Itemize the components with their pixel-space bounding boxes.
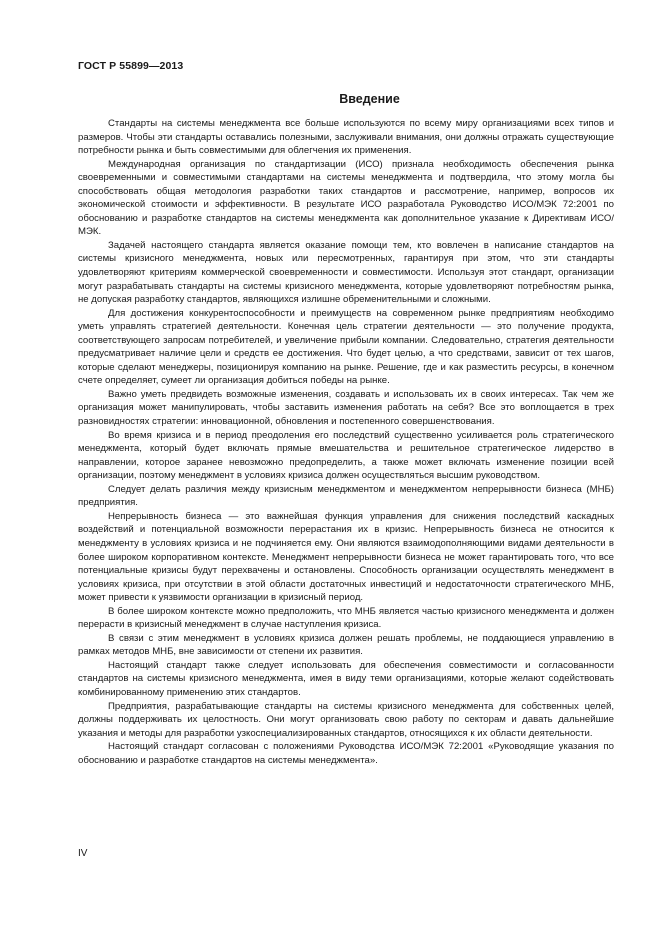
paragraph: Непрерывность бизнеса — это важнейшая функция управления для снижения последствий каскадных воздействий и потенциальной возможности перерастания их в кризис. Непрерывность бизнеса не относится к менеджменту в условиях кризиса и не подчиняется ему. Они являются взаимодополняющими видами деятельности в более широком корпоративном контексте. Менеджмент непрерывности бизнеса не может гарантировать того, что все потенциальные кризисы будут перехвачены и остановлены. Способность организации осуществлять менеджмент в условиях кризиса, при отсутствии в этой области достаточных инвестиций и недостаточности стратегического МНБ, может привести к уязвимости организации в кризисный период. <box>78 510 614 604</box>
paragraph: Во время кризиса и в период преодоления его последствий существенно усиливается роль стратегического менеджмента, который будет включать прямые вмешательства и решительное стратегическое лидерство в направлении, которое заранее невозможно предопределить, а также может включать изменение позиции всей организации, поэтому менеджмент в условиях кризиса должен осуществляться высшим руководством. <box>78 429 614 482</box>
introduction-body <box>78 117 614 767</box>
paragraph: В связи с этим менеджмент в условиях кризиса должен решать проблемы, не поддающиеся управлению в рамках методов МНБ, вне зависимости от степени их развития. <box>78 632 614 658</box>
paragraph: В более широком контексте можно предположить, что МНБ является частью кризисного менеджмента и должен перерасти в кризисный менеджмент в случае наступления кризиса. <box>78 605 614 631</box>
paragraph: Международная организация по стандартизации (ИСО) признала необходимость обеспечения рынка своевременными и совместимыми стандартами на системы менеджмента и подтвердила, что этому могла бы способствовать общая методология разработки таких стандартов и рассмотрение, например, вопросов их экономической стоимости и эффективности. В результате ИСО разработала Руководство ИСО/МЭК 72:2001 по обоснованию и разработке стандартов на системы менеджмента как дополнительное указание к Директивам ИСО/МЭК. <box>78 158 614 238</box>
paragraph: Настоящий стандарт также следует использовать для обеспечения совместимости и согласованности стандартов на системы кризисного менеджмента, имея в виду теми организациями, которые желают содействовать комбинированному применению этих стандартов. <box>78 659 614 698</box>
section-title: Введение <box>339 92 400 106</box>
paragraph: Настоящий стандарт согласован с положениями Руководства ИСО/МЭК 72:2001 «Руководящие указания по обоснованию и разработке стандартов на системы менеджмента». <box>78 741 614 766</box>
paragraph: Важно уметь предвидеть возможные изменения, создавать и использовать их в своих интересах. Так чем же организация может манипулировать, чтобы заставить изменения работать на себя? Все это воплощается в трех разновидностях стратегии: инновационной, обновления и постепенного совершенствования. <box>78 388 614 428</box>
standard-code-header: ГОСТ Р 55899—2013 <box>78 60 184 72</box>
paragraph: Для достижения конкурентоспособности и преимуществ на современном рынке предприятиям необходимо уметь управлять стратегией деятельности. Конечная цель стратегии деятельности — это получение продукта, соответствующего запросам потребителей, и увеличение прибыли компании. Следовательно, стратегия деятельности предусматривает наличие цели и средств ее достижения. Что будет целью, а что средствами, зависит от тех шагов, которые сделают менеджеры, позиционируя компанию на рынке. Решение, где и как разместить ресурсы, в конечном счете определяет, сумеет ли организация добиться победы на рынке. <box>78 307 614 387</box>
page-number: IV <box>78 848 88 859</box>
paragraph: Следует делать различия между кризисным менеджментом и менеджментом непрерывности бизнеса (МНБ) предприятия. <box>78 483 614 509</box>
paragraph: Задачей настоящего стандарта является оказание помощи тем, кто вовлечен в написание стандартов на системы кризисного менеджмента, новых или пересмотренных, гарантируя при этом, что эти стандарты удовлетворяют критериям коммерческой своевременности и совместимости. Используя этот стандарт, организации могут разрабатывать стандарты на системы кризисного менеджмента, которые удовлетворяют потребностям рынка, не допуская разработку стандартов, являющихся излишне обременительными и сложными. <box>78 239 614 306</box>
paragraph: Стандарты на системы менеджмента все больше используются по всему миру организациями всех типов и размеров. Чтобы эти стандарты оставались полезными, заслуживали внимания, они должны отражать существующие потребности рынка и быть совместимыми для облегчения их применения. <box>78 118 614 157</box>
paragraph: Предприятия, разрабатывающие стандарты на системы кризисного менеджмента для собственных целей, должны поддерживать их целостность. Они могут организовать свою работу по секторам и давать дальнейшие указания и методы для разработки узкоспециализированных стандартов, относящихся к их области деятельности. <box>78 700 614 739</box>
